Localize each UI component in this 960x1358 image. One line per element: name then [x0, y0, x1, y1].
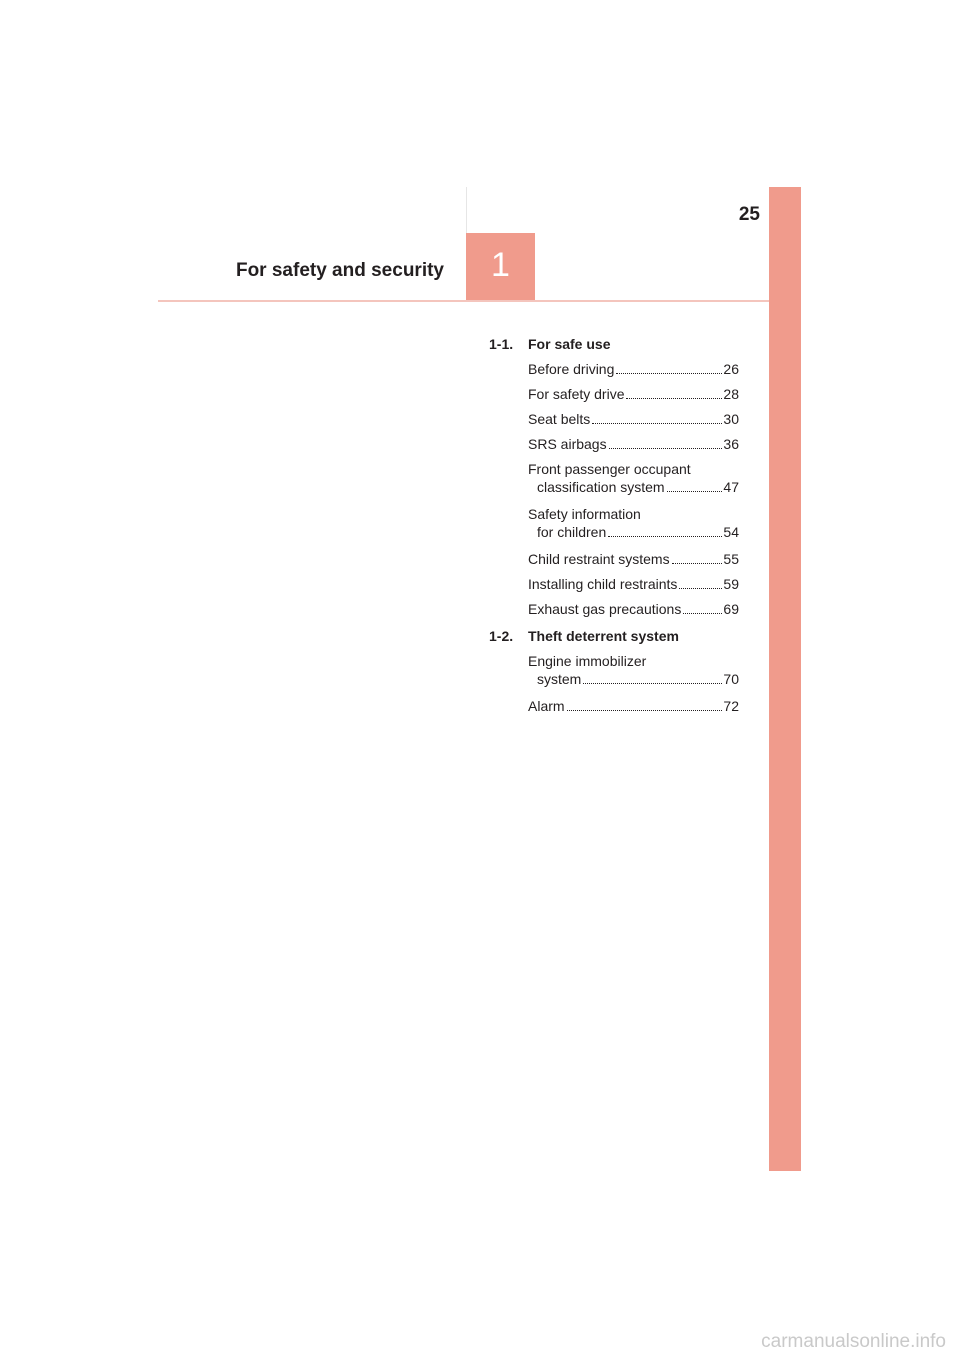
toc-page-number: 30: [723, 411, 739, 427]
section-title: Theft deterrent system: [528, 628, 679, 644]
section-heading[interactable]: [489, 335, 739, 360]
chapter-number-box: [466, 233, 535, 301]
toc-entry[interactable]: [528, 575, 739, 600]
toc-entry-label-continued: classification system: [537, 479, 665, 495]
page-number: 25: [738, 204, 760, 225]
chapter-number: 1: [491, 246, 510, 284]
leader-dots: [567, 710, 723, 711]
section-number: 1-1.: [489, 336, 514, 352]
toc-entry-label-continued: system: [537, 671, 582, 687]
toc-entry-label-continued: for children: [537, 524, 607, 540]
leader-dots: [609, 448, 723, 449]
leader-dots: [626, 398, 722, 399]
header-rule: [158, 300, 769, 302]
leader-dots: [667, 491, 723, 492]
section-title: For safe use: [528, 336, 611, 352]
leader-dots: [672, 563, 723, 564]
toc-entry-label: Seat belts: [528, 411, 591, 427]
toc-entry[interactable]: [528, 550, 739, 575]
toc-page-number: 26: [723, 361, 739, 377]
leader-dots: [592, 423, 722, 424]
toc-page-number: 69: [723, 601, 739, 617]
leader-dots: [683, 613, 722, 614]
toc-entry[interactable]: [528, 410, 739, 435]
leader-dots: [679, 588, 722, 589]
watermark: carmanualsonline.info: [761, 1331, 946, 1352]
toc-entry[interactable]: [528, 385, 739, 410]
toc-entry[interactable]: [528, 652, 739, 697]
toc-page-number: 47: [723, 479, 739, 495]
toc-entry-label: Exhaust gas precautions: [528, 601, 682, 617]
toc-page-number: 55: [723, 551, 739, 567]
section-number: 1-2.: [489, 628, 514, 644]
toc-page-number: 59: [723, 576, 739, 592]
toc-entry-label: Alarm: [528, 698, 565, 714]
leader-dots: [608, 536, 722, 537]
toc-entry-label: Engine immobilizer: [528, 653, 647, 669]
chapter-title: For safety and security: [235, 260, 444, 281]
toc-page-number: 54: [723, 524, 739, 540]
toc-entry[interactable]: [528, 435, 739, 460]
toc-entry-label: Safety information: [528, 506, 641, 522]
header-divider-vertical: [466, 187, 467, 233]
toc-page-number: 70: [723, 671, 739, 687]
toc-page-number: 72: [723, 698, 739, 714]
toc-entry[interactable]: [528, 460, 739, 505]
toc-entry-label: Front passenger occupant: [528, 461, 691, 477]
toc-entry[interactable]: [528, 505, 739, 550]
leader-dots: [616, 373, 722, 374]
leader-dots: [583, 683, 722, 684]
toc-entry[interactable]: [528, 697, 739, 722]
toc-entry-label: Before driving: [528, 361, 615, 377]
toc-entry-label: SRS airbags: [528, 436, 607, 452]
toc-entry-label: Child restraint systems: [528, 551, 670, 567]
toc-entry-label: Installing child restraints: [528, 576, 678, 592]
toc-entry[interactable]: [528, 600, 739, 625]
toc-entry[interactable]: [528, 360, 739, 385]
side-thumb-tab: [769, 187, 801, 1171]
toc-page-number: 28: [723, 386, 739, 402]
toc-entry-label: For safety drive: [528, 386, 625, 402]
toc-page-number: 36: [723, 436, 739, 452]
section-heading[interactable]: [489, 627, 739, 652]
table-of-contents: [489, 335, 739, 722]
